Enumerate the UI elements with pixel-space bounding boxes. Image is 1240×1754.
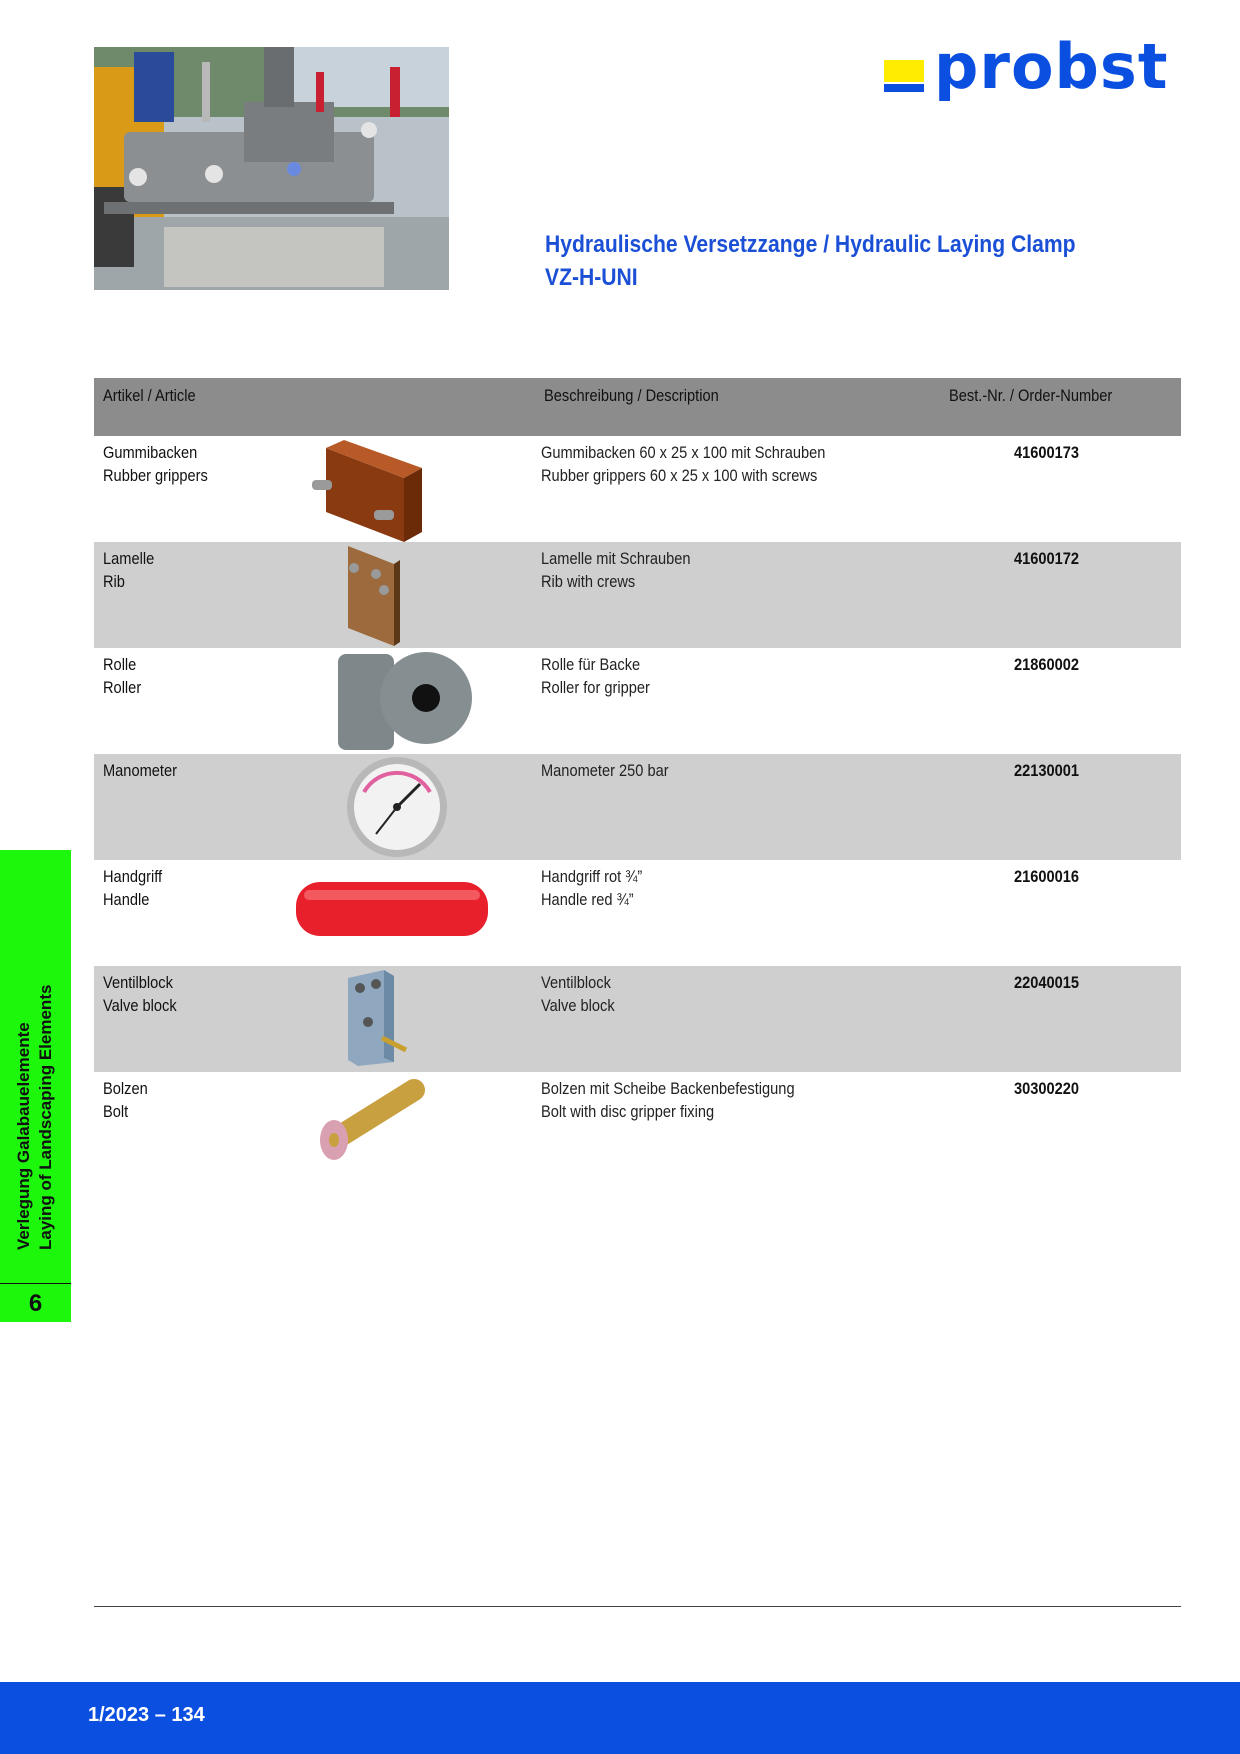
chapter-number: 6 [28,1290,43,1317]
table-row [94,754,1181,860]
footer-divider [94,1606,1181,1607]
article-de: Lamelle [103,549,155,568]
description-cell [541,653,650,699]
article-cell [103,653,141,699]
chapter-tab-label [13,850,57,1250]
chapter-tab[interactable] [0,850,71,1322]
chapter-tab-line-2: Laying of Landscaping Elements [36,984,55,1250]
parts-table [94,378,1181,1178]
order-number: 21600016 [1014,867,1080,886]
article-de: Manometer [103,761,177,780]
description-en: Bolt with disc gripper fixing [541,1102,715,1121]
description-cell [541,441,825,487]
article-en: Valve block [103,996,177,1015]
logo-mark [884,60,924,92]
valve-block-icon [294,966,514,1072]
table-header [94,378,1181,436]
col-article: Artikel / Article [103,386,196,405]
col-order: Best.-Nr. / Order-Number [949,386,1113,405]
description-cell [541,865,642,911]
roller-icon [294,648,514,754]
footer-bar [0,1682,1240,1754]
article-en: Bolt [103,1102,129,1121]
order-number: 30300220 [1014,1079,1080,1098]
article-cell [103,441,208,487]
probst-logo [880,30,1190,114]
article-en: Handle [103,890,150,909]
order-number: 41600173 [1014,443,1080,462]
description-cell [541,1077,795,1123]
col-description: Beschreibung / Description [544,386,719,405]
description-en: Valve block [541,996,615,1015]
bolt-icon [294,1072,514,1178]
description-en: Rib with crews [541,572,636,591]
description-cell [541,759,669,782]
description-en: Roller for gripper [541,678,650,697]
description-en: Handle red ¾” [541,890,634,909]
table-row [94,542,1181,648]
article-de: Ventilblock [103,973,173,992]
article-cell [103,971,177,1017]
description-de: Bolzen mit Scheibe Backenbefestigung [541,1079,795,1098]
order-number: 22040015 [1014,973,1080,992]
logo-text: probst [934,30,1169,103]
handle-icon [294,860,514,966]
article-cell [103,547,154,593]
table-row [94,860,1181,966]
article-en: Roller [103,678,142,697]
article-de: Gummibacken [103,443,198,462]
article-en: Rib [103,572,125,591]
description-cell [541,547,691,593]
chapter-tab-line-1: Verlegung Galabauelemente [14,1022,33,1250]
title-line-1: Hydraulische Versetzzange / Hydraulic Laying Clamp [545,231,1076,258]
page-title [545,228,1076,294]
table-row [94,648,1181,754]
article-cell [103,1077,148,1123]
title-line-2: VZ-H-UNI [545,264,638,291]
article-cell [103,865,162,911]
table-row [94,966,1181,1072]
article-de: Bolzen [103,1079,148,1098]
table-row [94,436,1181,542]
table-row [94,1072,1181,1178]
chapter-tab-divider [0,1283,71,1284]
article-cell [103,759,177,782]
order-number: 21860002 [1014,655,1080,674]
page-number: 1/2023 – 134 [88,1704,205,1726]
order-number: 41600172 [1014,549,1080,568]
description-de: Rolle für Backe [541,655,641,674]
description-en: Rubber grippers 60 x 25 x 100 with screws [541,466,818,485]
description-de: Gummibacken 60 x 25 x 100 mit Schrauben [541,443,826,462]
product-photo [94,47,449,290]
manometer-icon [294,754,514,860]
description-de: Manometer 250 bar [541,761,669,780]
description-de: Handgriff rot ¾” [541,867,643,886]
description-de: Ventilblock [541,973,611,992]
article-en: Rubber grippers [103,466,208,485]
article-de: Handgriff [103,867,163,886]
rubber-gripper-icon [294,436,514,542]
order-number: 22130001 [1014,761,1080,780]
description-de: Lamelle mit Schrauben [541,549,691,568]
description-cell [541,971,615,1017]
article-de: Rolle [103,655,137,674]
rib-icon [294,542,514,648]
